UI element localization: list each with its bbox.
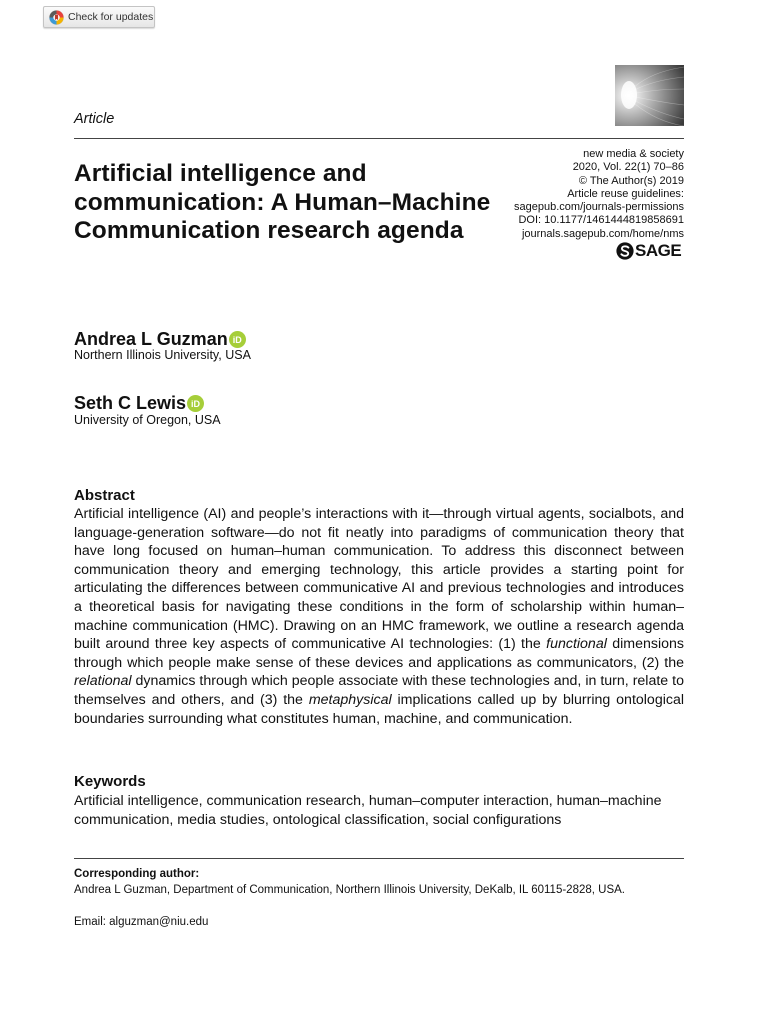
reuse-link[interactable]: sagepub.com/journals-permissions — [514, 201, 684, 214]
orcid-icon[interactable]: iD — [187, 395, 204, 412]
keywords-text: Artificial intelligence, communication research, human–computer interaction, human–machine communication, media studies, ontological classification, social configurations — [74, 793, 662, 828]
journal-home-link[interactable]: journals.sagepub.com/home/nms — [521, 227, 684, 240]
check-for-updates-button[interactable] — [43, 6, 155, 28]
abstract-text-part: implications called up by blurring ontological boundaries surrounding what constitutes human, machine, and communication. — [74, 691, 684, 727]
abstract-emphasis: relational — [74, 673, 132, 690]
header-divider — [74, 138, 684, 139]
journal-cover-image — [615, 65, 684, 126]
article-type-label: Article — [74, 111, 115, 127]
author-affiliation: University of Oregon, USA — [74, 413, 221, 427]
abstract-text-part: dynamics through which people associate with these technologies and, in turn, relate to themselves and others, and (3) the — [74, 673, 684, 708]
abstract-text-part: dimensions through which people make sense of these devices and applications as communicators, (2) the — [74, 636, 684, 671]
crossmark-icon — [49, 10, 64, 25]
abstract-text-part: Artificial intelligence (AI) and people’s interactions with it—through virtual agents, socialbots, and language-generation software—do not fit neatly into paradigms of communication theory that have long focused on human–human communication. To address this disconnect between communication theory and emerging technology, this article provides a starting point for articulating the differences between communicative AI and previous technologies and introduces a theoretical basis for navigating these conditions in the form of scholarship within human–machine communication (HMC). Drawing on an HMC framework, we outline a research agenda built around three key aspects of communicative AI technologies: (1) the — [74, 506, 684, 653]
orcid-icon[interactable]: iD — [229, 331, 246, 348]
abstract-heading: Abstract — [74, 487, 135, 504]
article-title: Artificial intelligence and communication: A Human–Machine Communication research agenda — [74, 160, 491, 244]
keywords-heading: Keywords — [74, 773, 146, 790]
sage-logo-icon — [616, 242, 634, 260]
check-for-updates-label: Check for updates — [68, 11, 154, 23]
author-name — [74, 329, 246, 350]
copyright-line: © The Author(s) 2019 — [578, 174, 684, 187]
journal-meta — [514, 148, 684, 241]
author-name-text: Seth C Lewis — [74, 393, 187, 413]
author-affiliation: Northern Illinois University, USA — [74, 348, 251, 362]
reuse-label: Article reuse guidelines: — [567, 187, 684, 200]
author-name-text: Andrea L Guzman — [74, 329, 228, 349]
abstract-emphasis: functional — [546, 636, 607, 653]
publisher-logo — [616, 242, 681, 260]
corresponding-author-address: Andrea L Guzman, Department of Communication, Northern Illinois University, DeKalb, IL 60115-2828, USA. — [74, 884, 625, 896]
publisher-name: SAGE — [635, 241, 682, 260]
abstract-emphasis: metaphysical — [308, 691, 392, 708]
journal-volume: 2020, Vol. 22(1) 70–86 — [572, 161, 684, 174]
corresponding-author-heading: Corresponding author: — [74, 868, 200, 880]
corresponding-author-email[interactable]: Email: alguzman@niu.edu — [74, 916, 209, 928]
footnote-divider — [74, 858, 684, 859]
journal-name: new media & society — [583, 148, 684, 160]
author-name — [74, 393, 204, 414]
abstract-text — [74, 505, 684, 728]
doi[interactable]: DOI: 10.1177/1461444819858691 — [518, 214, 684, 227]
